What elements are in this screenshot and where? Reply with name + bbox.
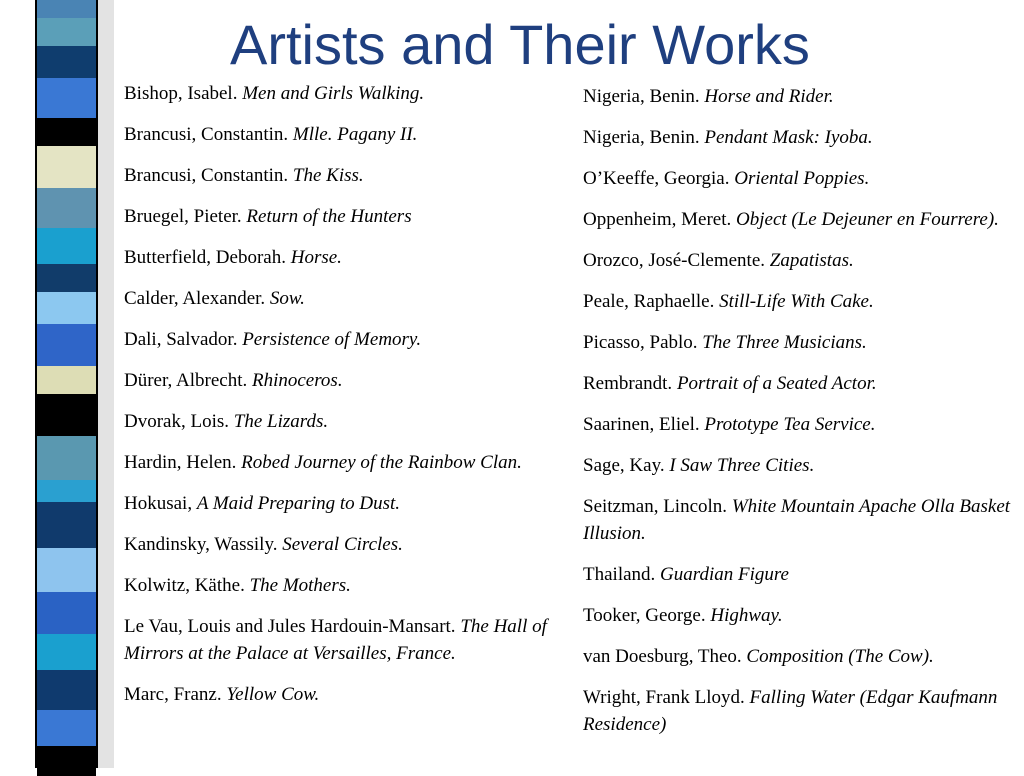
work-title: The Kiss. <box>292 165 364 186</box>
work-title: The Three Musicians. <box>702 332 867 353</box>
artist-entry <box>124 408 580 435</box>
page-title: Artists and Their Works <box>230 13 810 76</box>
work-title: Portrait of a Seated Actor. <box>676 373 877 394</box>
stripe-segment <box>37 264 96 292</box>
stripe-segment <box>37 292 96 324</box>
work-title: A Maid Preparing to Dust. <box>196 493 401 514</box>
artist-entry <box>583 370 1013 397</box>
stripe-segment <box>37 228 96 264</box>
artist-name: Brancusi, Constantin. <box>124 165 293 186</box>
artist-name: Wright, Frank Lloyd. <box>583 687 750 708</box>
artist-name: Dvorak, Lois. <box>124 411 234 432</box>
work-title: Mlle. Pagany II. <box>292 124 418 145</box>
stripe-segment <box>37 746 96 776</box>
artist-name: Rembrandt. <box>583 373 677 394</box>
work-title: The Lizards. <box>233 411 329 432</box>
stripe-segment <box>37 394 96 436</box>
work-title: White Mountain Apache Olla Basket Illusion. <box>583 496 1011 544</box>
stripe-segment <box>37 324 96 366</box>
artist-entry <box>583 411 1013 438</box>
artist-entry <box>583 329 1013 356</box>
artist-name: Le Vau, Louis and Jules Hardouin-Mansart. <box>124 616 461 637</box>
work-title: Rhinoceros. <box>251 370 343 391</box>
artist-entry <box>583 247 1013 274</box>
stripe-segment <box>37 634 96 670</box>
artist-name: Marc, Franz. <box>124 684 227 705</box>
artist-name: Orozco, José-Clemente. <box>583 250 770 271</box>
work-title: Guardian Figure <box>660 564 789 585</box>
artist-name: van Doesburg, Theo. <box>583 646 747 667</box>
artist-name: Bruegel, Pieter. <box>124 206 247 227</box>
left-artist-list <box>124 80 580 722</box>
artist-entry <box>583 206 1013 233</box>
artist-entry <box>124 572 580 599</box>
artist-entry <box>124 449 580 476</box>
stripe-segment <box>37 592 96 634</box>
artist-name: Saarinen, Eliel. <box>583 414 705 435</box>
artist-entry <box>583 561 1013 588</box>
work-title: Highway. <box>710 605 783 626</box>
artist-name: Kandinsky, Wassily. <box>124 534 283 555</box>
work-title: Composition (The Cow). <box>746 646 934 667</box>
artist-name: Peale, Raphaelle. <box>583 291 720 312</box>
stripe-segment <box>37 78 96 118</box>
artist-entry <box>124 326 580 353</box>
artist-entry <box>583 643 1013 670</box>
artist-name: Nigeria, Benin. <box>583 86 705 107</box>
artist-name: Tooker, George. <box>583 605 711 626</box>
artist-name: Bishop, Isabel. <box>124 83 243 104</box>
stripe-segment <box>37 710 96 746</box>
artist-name: Calder, Alexander. <box>124 288 270 309</box>
artist-name: O’Keeffe, Georgia. <box>583 168 735 189</box>
artist-entry <box>583 288 1013 315</box>
artist-entry <box>124 162 580 189</box>
artist-entry <box>124 121 580 148</box>
work-title: Several Circles. <box>282 534 403 555</box>
artist-name: Hokusai, <box>124 493 197 514</box>
artist-entry <box>124 681 580 708</box>
artist-entry <box>583 684 1013 738</box>
artist-name: Thailand. <box>583 564 661 585</box>
artist-name: Kolwitz, Käthe. <box>124 575 250 596</box>
work-title: Return of the Hunters <box>246 206 412 227</box>
artist-name: Seitzman, Lincoln. <box>583 496 732 517</box>
work-title: Falling Water (Edgar Kaufmann Residence) <box>583 687 998 735</box>
decorative-stripe-bar <box>35 0 98 768</box>
work-title: Horse and Rider. <box>704 86 834 107</box>
stripe-segment <box>37 18 96 46</box>
work-title: I Saw Three Cities. <box>669 455 815 476</box>
artist-entry <box>124 80 580 107</box>
work-title: Still-Life With Cake. <box>719 291 874 312</box>
work-title: Persistence of Memory. <box>242 329 422 350</box>
artist-name: Sage, Kay. <box>583 455 670 476</box>
stripe-segment <box>37 188 96 228</box>
artist-name: Nigeria, Benin. <box>583 127 705 148</box>
stripe-segment <box>37 146 96 188</box>
work-title: Zapatistas. <box>769 250 854 271</box>
artist-entry <box>124 244 580 271</box>
artist-entry <box>124 531 580 558</box>
stripe-shadow <box>96 0 114 768</box>
stripe-segment <box>37 0 96 18</box>
artist-entry <box>583 165 1013 192</box>
stripe-segment <box>37 480 96 502</box>
stripe-segment <box>37 548 96 592</box>
artist-entry <box>124 285 580 312</box>
artist-name: Brancusi, Constantin. <box>124 124 293 145</box>
stripe-segment <box>37 366 96 394</box>
artist-name: Butterfield, Deborah. <box>124 247 291 268</box>
artist-name: Picasso, Pablo. <box>583 332 703 353</box>
artist-name: Oppenheim, Meret. <box>583 209 737 230</box>
work-title: Prototype Tea Service. <box>704 414 876 435</box>
artist-name: Dürer, Albrecht. <box>124 370 252 391</box>
artist-name: Dali, Salvador. <box>124 329 243 350</box>
artist-entry <box>583 83 1013 110</box>
artist-entry <box>124 203 580 230</box>
stripe-segment <box>37 670 96 710</box>
artist-entry <box>124 613 580 667</box>
work-title: Oriental Poppies. <box>734 168 870 189</box>
work-title: Sow. <box>269 288 305 309</box>
stripe-segment <box>37 46 96 78</box>
artist-entry <box>124 367 580 394</box>
artist-entry <box>124 490 580 517</box>
work-title: The Hall of Mirrors at the Palace at Versailles, France. <box>124 616 547 664</box>
stripe-segment <box>37 502 96 548</box>
work-title: Yellow Cow. <box>226 684 320 705</box>
artist-name: Hardin, Helen. <box>124 452 242 473</box>
work-title: Object (Le Dejeuner en Fourrere). <box>736 209 999 230</box>
work-title: Horse. <box>290 247 342 268</box>
work-title: Robed Journey of the Rainbow Clan. <box>241 452 522 473</box>
work-title: The Mothers. <box>249 575 351 596</box>
stripe-segment <box>37 118 96 146</box>
artist-entry <box>583 124 1013 151</box>
artist-entry <box>583 602 1013 629</box>
artist-entry <box>583 493 1013 547</box>
artist-entry <box>583 452 1013 479</box>
work-title: Men and Girls Walking. <box>242 83 425 104</box>
stripe-segment <box>37 436 96 480</box>
right-artist-list <box>583 83 1013 752</box>
work-title: Pendant Mask: Iyoba. <box>704 127 873 148</box>
